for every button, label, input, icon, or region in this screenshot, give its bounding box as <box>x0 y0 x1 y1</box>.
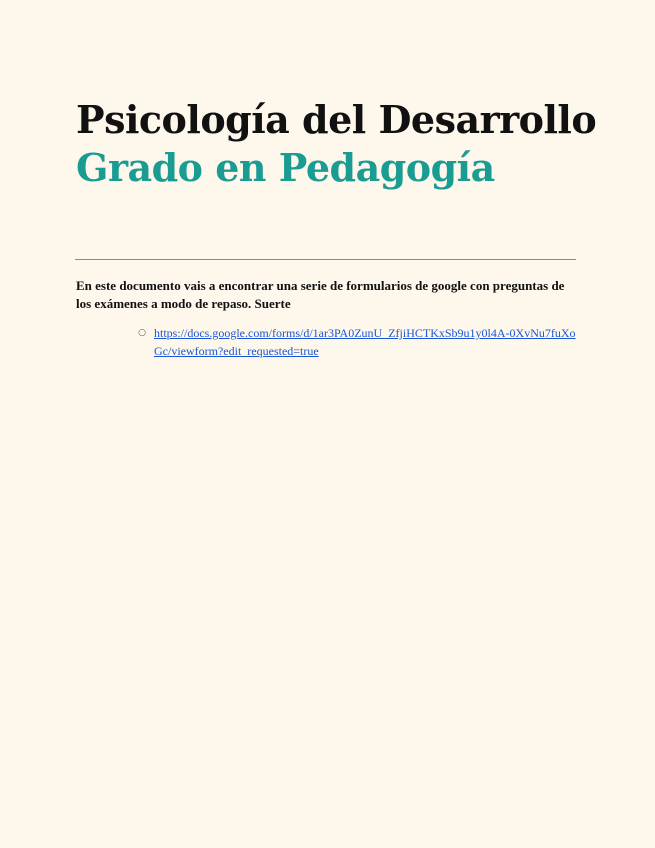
google-form-link[interactable]: https://docs.google.com/forms/d/1ar3PA0ZunU_ZfjiHCTKxSb9u1y0l4A-0XvNu7fuXoGc/viewform?edit_requested=true <box>154 326 576 358</box>
list-item <box>130 324 576 360</box>
circle-bullet-icon: ○ <box>138 328 146 338</box>
intro-paragraph: En este documento vais a encontrar una serie de formularios de google con preguntas de los exámenes a modo de repaso. Suerte <box>76 278 565 311</box>
document-title: Psicología del Desarrollo <box>76 97 597 142</box>
form-link-list <box>130 324 576 360</box>
horizontal-divider <box>75 259 576 260</box>
document-subtitle: Grado en Pedagogía <box>76 145 495 190</box>
